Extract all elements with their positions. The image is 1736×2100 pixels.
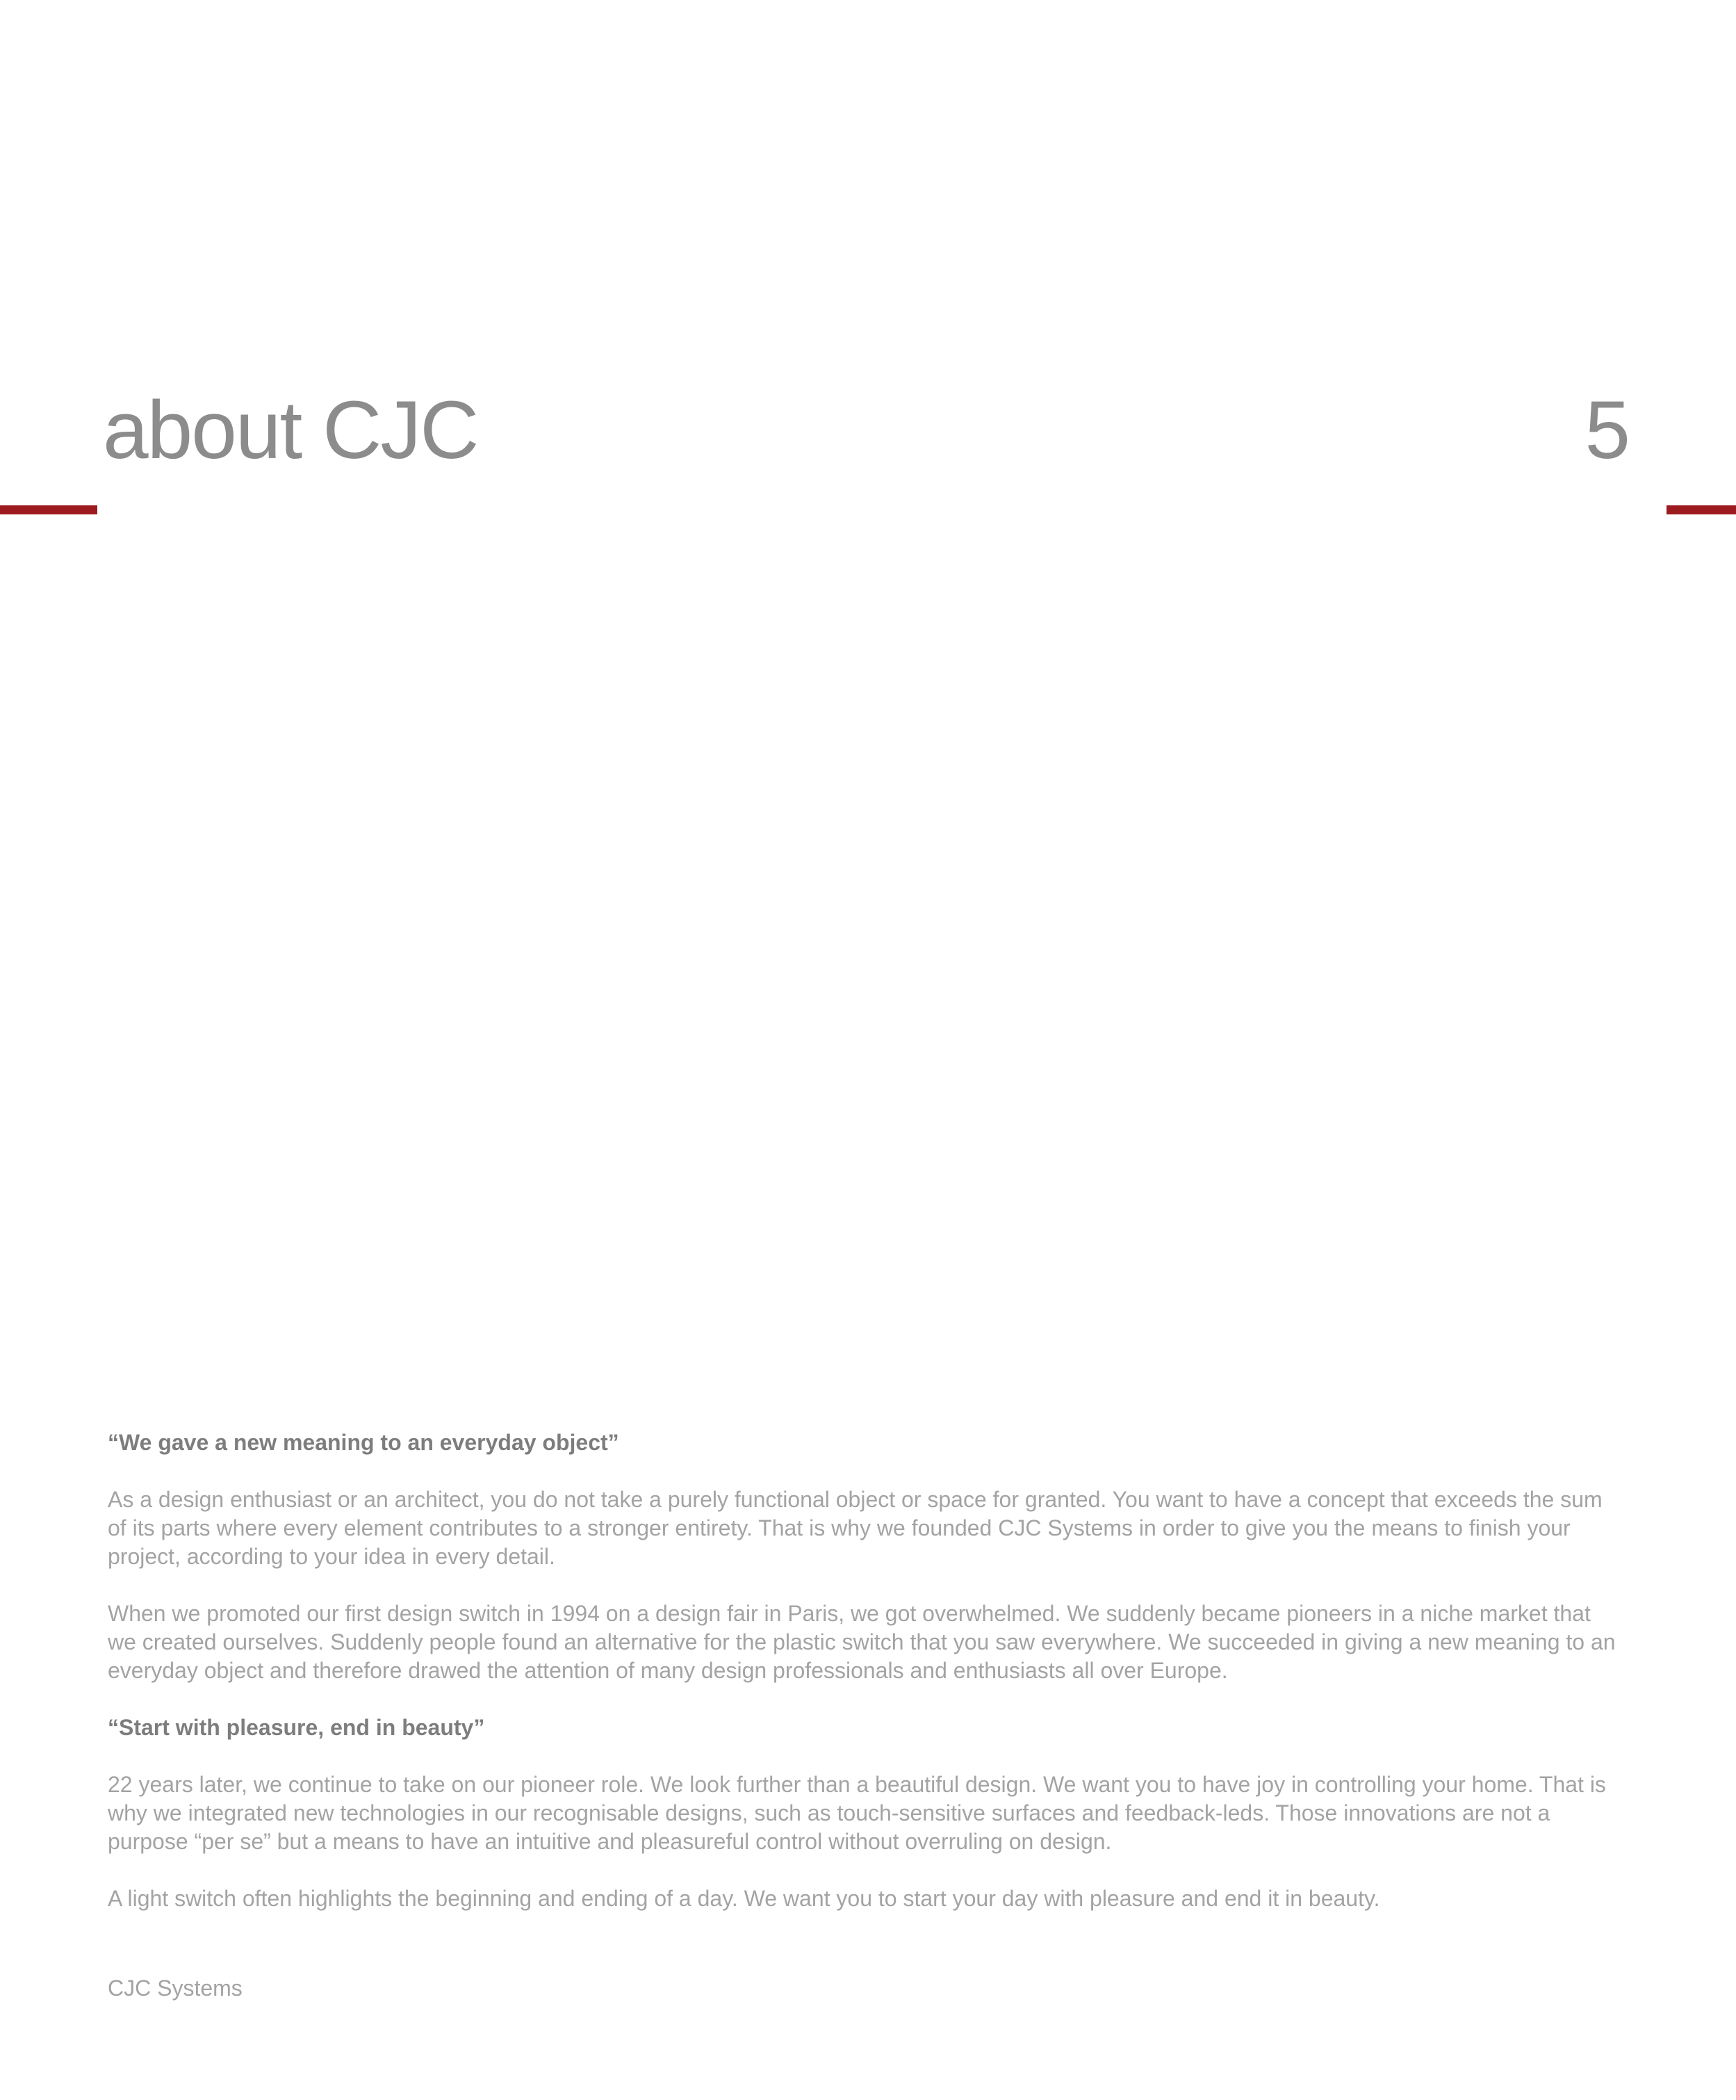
page-number: 5 xyxy=(1584,384,1630,476)
footer-company-name: CJC Systems xyxy=(108,1976,243,2001)
accent-rule-left xyxy=(0,505,97,514)
body-paragraph: A light switch often highlights the beginning and ending of a day. We want you to start your day with pleasure and end it in beauty. xyxy=(108,1886,1380,1911)
section-heading: “Start with pleasure, end in beauty” xyxy=(108,1715,485,1740)
body-paragraph: 22 years later, we continue to take on our pioneer role. We look further than a beautiful design. We want you to have joy in controlling your home. That is why we integrated new technologies in our recognisable designs, such as touch-sensitive surfaces and feedback-leds. Those innovations are not a purpose “per se” but a means to have an intuitive and pleasureful control without overruling on design. xyxy=(108,1772,1606,1854)
body-paragraph: As a design enthusiast or an architect, you do not take a purely functional object or space for granted. You want to have a concept that exceeds the sum of its parts where every element contributes to a stronger entirety. That is why we founded CJC Systems in order to give you the means to finish your project, according to your idea in every detail. xyxy=(108,1487,1603,1569)
section-heading: “We gave a new meaning to an everyday object” xyxy=(108,1430,619,1455)
page-title: about CJC xyxy=(103,384,478,476)
body-paragraph: When we promoted our first design switch in 1994 on a design fair in Paris, we got overwhelmed. We suddenly became pioneers in a niche market that we created ourselves. Suddenly people found an alternative for the plastic switch that you saw everywhere. We succeeded in giving a new meaning to an everyday object and therefore drawed the attention of many design professionals and enthusiasts all over Europe. xyxy=(108,1601,1616,1683)
body-content xyxy=(108,1429,1619,1942)
accent-rule-right xyxy=(1667,505,1736,514)
